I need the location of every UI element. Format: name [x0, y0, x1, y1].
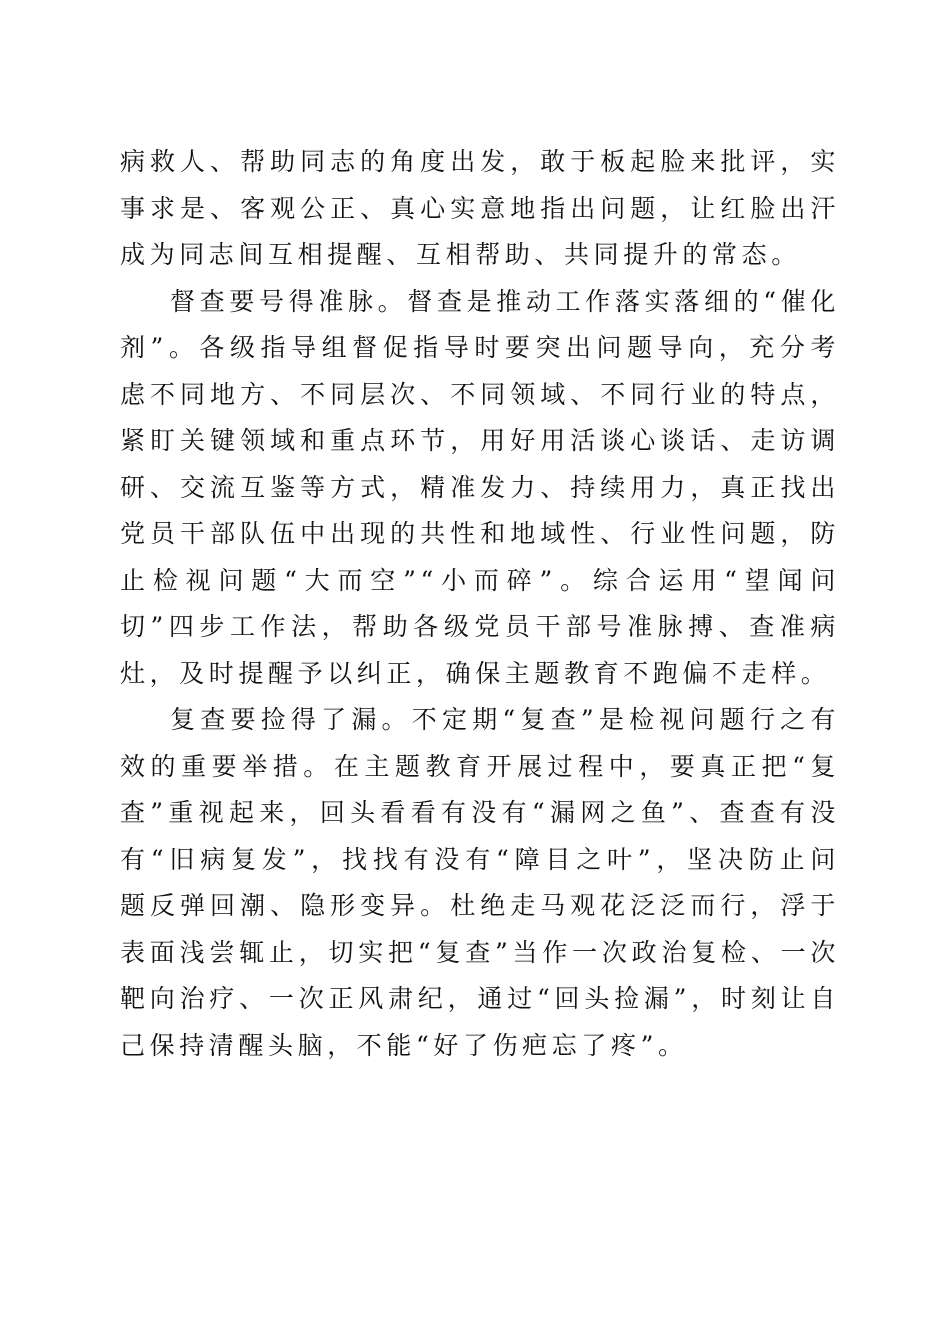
- paragraph-supervision: 督查要号得准脉。督查是推动工作落实落细的“催化剂”。各级指导组督促指导时要突出问题导向，充分考虑不同地方、不同层次、不同领域、不同行业的特点，紧盯关键领域和重点环节，用好用活谈心谈话、走访调研、交流互鉴等方式，精准发力、持续用力，真正找出党员干部队伍中出现的共性和地域性、行业性问题，防止检视问题“大而空”“小而碎”。综合运用“望闻问切”四步工作法，帮助各级党员干部号准脉搏、查准病灶，及时提醒予以纠正，确保主题教育不跑偏不走样。: [120, 286, 840, 688]
- paragraph-review: 复查要捡得了漏。不定期“复查”是检视问题行之有效的重要举措。在主题教育开展过程中，要真正把“复查”重视起来，回头看看有没有“漏网之鱼”、查查有没有“旧病复发”，找找有没有“障目之叶”，坚决防止问题反弹回潮、隐形变异。杜绝走马观花泛泛而行，浮于表面浅尝辄止，切实把“复查”当作一次政治复检、一次靶向治疗、一次正风肃纪，通过“回头捡漏”，时刻让自己保持清醒头脑，不能“好了伤疤忘了疼”。: [120, 705, 840, 1060]
- paragraph-continuation: 病救人、帮助同志的角度出发，敢于板起脸来批评，实事求是、客观公正、真心实意地指出问题，让红脸出汗成为同志间互相提醒、互相帮助、共同提升的常态。: [120, 147, 840, 269]
- document-body: [120, 139, 840, 1069]
